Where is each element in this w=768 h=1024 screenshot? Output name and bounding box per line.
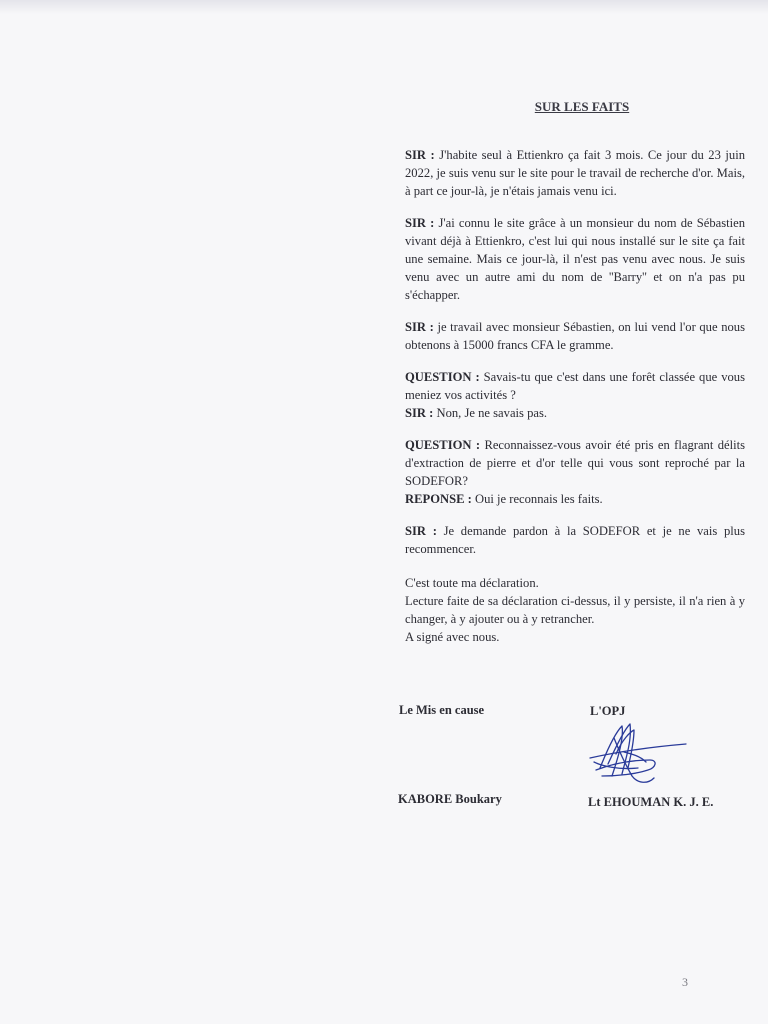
statement-text: Je demande pardon à la SODEFOR et je ne vais plus recommencer.: [405, 524, 745, 556]
question-text: Savais-tu que c'est dans une forêt classée que vous meniez vos activités ?: [405, 370, 745, 402]
speaker-label: SIR :: [405, 406, 434, 420]
accused-name: KABORE Boukary: [398, 792, 502, 806]
section-title: SUR LES FAITS: [534, 99, 630, 114]
closing-line: A signé avec nous.: [405, 630, 500, 644]
question-line: [405, 436, 745, 490]
statement-paragraph: [405, 522, 745, 558]
speaker-label: REPONSE :: [405, 492, 472, 506]
question-text: Reconnaissez-vous avoir été pris en flagrant délits d'extraction de pierre et d'or telle qui vous sont reproché par la SODEFOR?: [405, 438, 745, 488]
statement-text: J'habite seul à Ettienkro ça fait 3 mois. Ce jour du 23 juin 2022, je suis venu sur le site pour le travail de recherche d'or. Mais, à part ce jour-là, je n'étais jamais venu ici.: [405, 148, 745, 198]
speaker-label: SIR :: [405, 320, 434, 334]
statement-paragraph: [405, 146, 745, 200]
question-answer-block: [405, 368, 745, 422]
statement-body: [405, 146, 745, 646]
signature-mark: [578, 718, 690, 790]
page-number: 3: [682, 975, 688, 989]
page-top-edge: [0, 0, 768, 14]
answer-line: [405, 404, 745, 422]
question-line: [405, 368, 745, 404]
closing-block: [405, 574, 745, 646]
answer-text: Non, Je ne savais pas.: [433, 406, 548, 420]
officer-name: Lt EHOUMAN K. J. E.: [588, 795, 714, 809]
question-answer-block: [405, 436, 745, 508]
speaker-label: QUESTION :: [405, 370, 480, 384]
accused-label: Le Mis en cause: [399, 703, 485, 717]
officer-label: L'OPJ: [590, 704, 626, 718]
speaker-label: QUESTION :: [405, 438, 481, 452]
statement-text: J'ai connu le site grâce à un monsieur du nom de Sébastien vivant déjà à Ettienkro, c'est lui qui nous installé sur le site ça fait une semaine. Mais ce jour-là, il n'est pas venu avec nous. Je suis venu avec un autre ami du nom de ''Barry'' et on n'a pas pu s'échapper.: [405, 216, 745, 302]
statement-paragraph: [405, 318, 745, 354]
answer-line: [405, 490, 745, 508]
statement-paragraph: [405, 214, 745, 304]
speaker-label: SIR :: [405, 216, 435, 230]
answer-text: Oui je reconnais les faits.: [471, 492, 603, 506]
closing-line: Lecture faite de sa déclaration ci-dessus, il y persiste, il n'a rien à y changer, à y ajouter ou à y retrancher.: [405, 594, 745, 626]
speaker-label: SIR :: [405, 148, 435, 162]
speaker-label: SIR :: [405, 524, 437, 538]
closing-line: C'est toute ma déclaration.: [405, 576, 539, 590]
statement-text: je travail avec monsieur Sébastien, on lui vend l'or que nous obtenons à 15000 francs CFA le gramme.: [405, 320, 745, 352]
